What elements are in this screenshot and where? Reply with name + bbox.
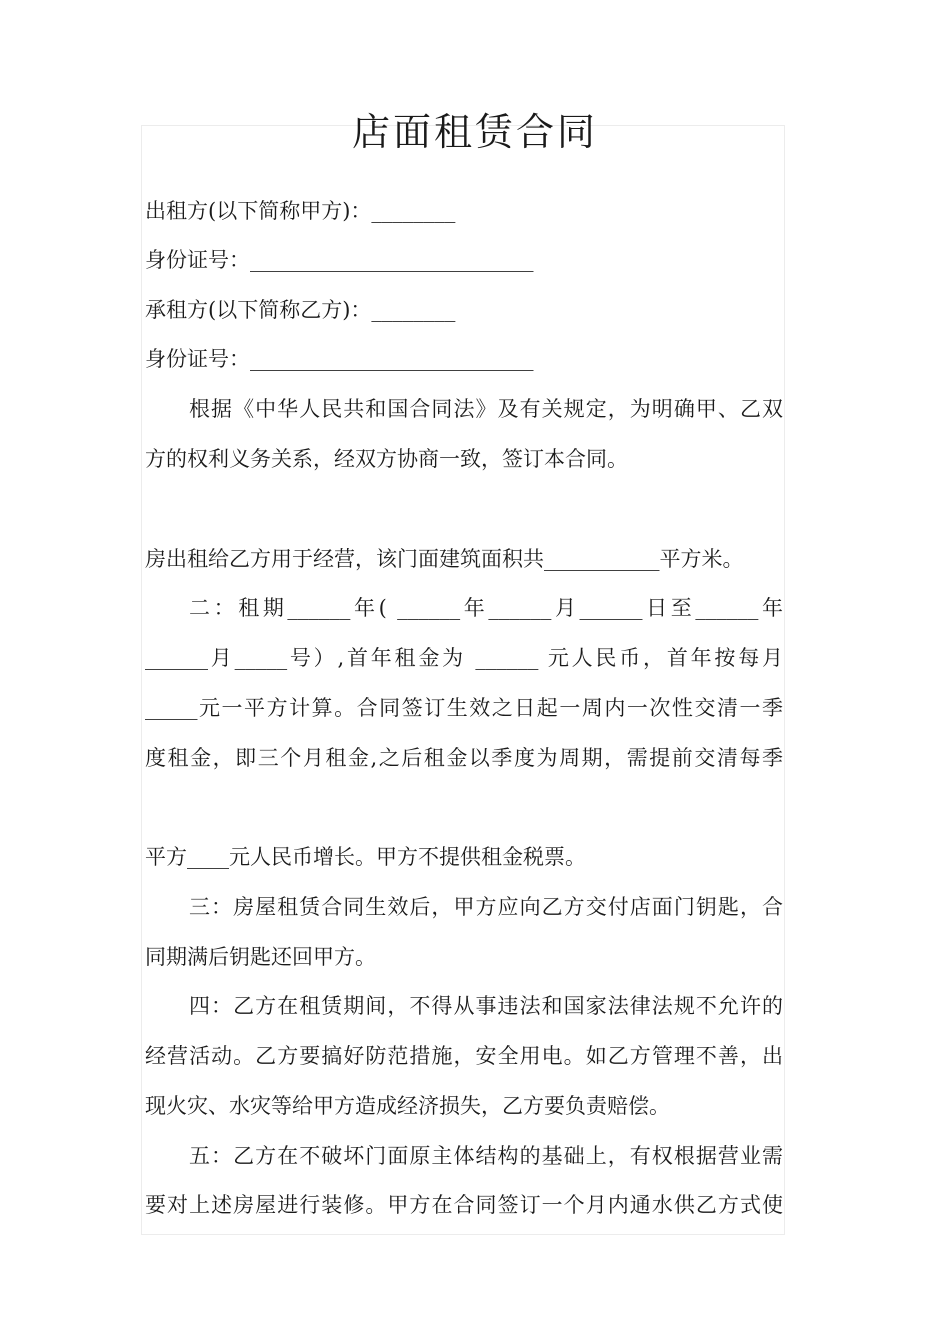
clause-4-line: 四：乙方在租赁期间，不得从事违法和国家法律法规不允许的 xyxy=(189,994,783,1018)
clause-2-line: _____元一平方计算。合同签订生效之日起一周内一次性交清一季 xyxy=(145,696,783,720)
lessor-line: 出租方(以下简称甲方)：________ xyxy=(145,199,456,223)
clause-2-line: 平方____元人民币增长。甲方不提供租金税票。 xyxy=(145,845,586,869)
clause-4-line: 经营活动。乙方要搞好防范措施，安全用电。如乙方管理不善，出 xyxy=(145,1044,783,1068)
clause-5-line: 五：乙方在不破坏门面原主体结构的基础上，有权根据营业需 xyxy=(189,1144,783,1168)
intro-line: 根据《中华人民共和国合同法》及有关规定，为明确甲、乙双 xyxy=(189,397,783,421)
clause-4-line: 现火灾、水灾等给甲方造成经济损失，乙方要负责赔偿。 xyxy=(145,1094,670,1118)
intro-line: 方的权利义务关系，经双方协商一致，签订本合同。 xyxy=(145,447,628,471)
clause-2-line xyxy=(145,782,783,832)
clause-2-line: 二：租期______年( ______年______月______日至______年 xyxy=(189,596,783,620)
clause-2-line: 度租金，即三个月租金,之后租金以季度为周期，需提前交清每季 xyxy=(145,746,783,770)
clause-5-line: 要对上述房屋进行装修。甲方在合同签订一个月内通水供乙方式使 xyxy=(145,1193,783,1217)
clause-3-line: 同期满后钥匙还回甲方。 xyxy=(145,945,376,969)
clause-3-line: 三：房屋租赁合同生效后，甲方应向乙方交付店面门钥匙，合 xyxy=(189,895,783,919)
lessee-id-line: 身份证号：___________________________ xyxy=(145,347,534,371)
clause-2-line: ______月_____号）,首年租金为 ______ 元人民币，首年按每月 xyxy=(145,646,783,670)
lessor-id-line: 身份证号：___________________________ xyxy=(145,248,534,272)
clause-1-line xyxy=(145,484,783,534)
clause-1-line: 房出租给乙方用于经营，该门面建筑面积共___________平方米。 xyxy=(145,547,744,571)
document-title: 店面租赁合同 xyxy=(351,110,598,154)
lessee-line: 承租方(以下简称乙方)：________ xyxy=(145,298,456,322)
